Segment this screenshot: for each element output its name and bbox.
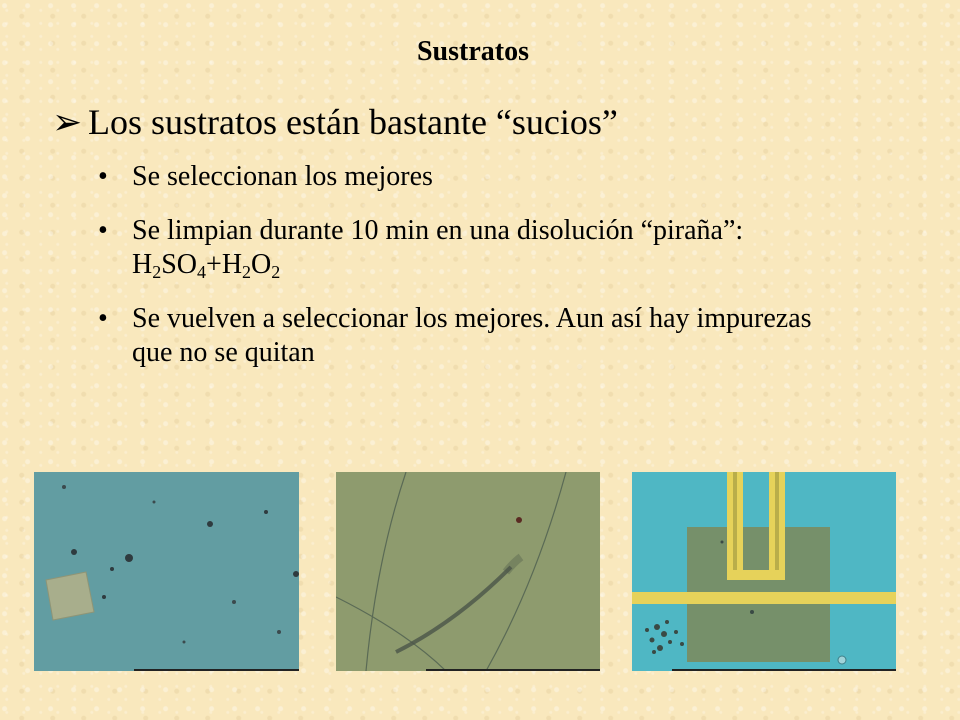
substrate-micrograph-2 [336,472,600,671]
sub-bullet-item [98,160,858,194]
arrow-bullet-icon: ➢ [52,102,83,142]
bullet-dot-icon: • [98,161,108,192]
substrate-micrograph-1 [34,472,299,671]
bullet-dot-icon: • [98,215,108,246]
main-bullet-text: Los sustratos están bastante “sucios” [88,102,618,142]
slide-title: Sustratos [416,36,529,67]
sub-bullet-text: Se vuelven a seleccionar los mejores. Aun así hay impurezas que no se quitan [132,303,812,368]
sub-bullet-item [98,302,858,370]
sub-bullet-item [98,214,858,282]
sub-bullet-text: Se seleccionan los mejores [132,161,433,192]
sub-bullet-text: Se limpian durante 10 min en una disolución “piraña”: $H_2SO_4+H_2O_2$ [132,215,744,282]
substrate-micrograph-3 [632,472,896,671]
bullet-dot-icon: • [98,303,108,334]
main-bullet [52,100,932,144]
sub-bullet-list [98,160,858,390]
